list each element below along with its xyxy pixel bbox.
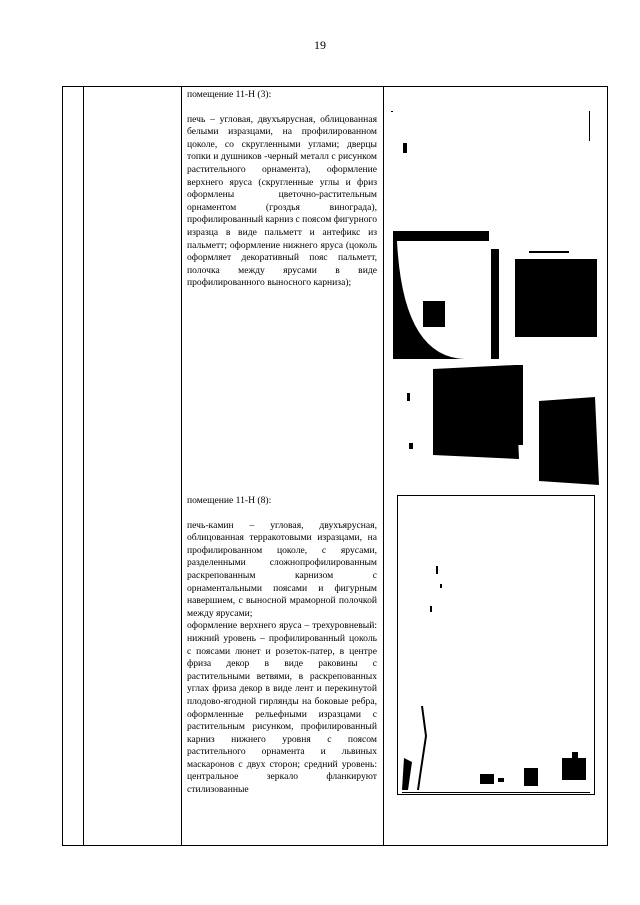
- entry-text-room-8: [187, 495, 377, 797]
- description-paragraph: печь-камин – угловая, двухъярусная, облицованная терракотовыми изразцами, на профилированном цоколе, с ярусами, разделенными сложнопрофилированным раскрепованным карнизом с орнаментальными поясами и фигурным навершием, с выносной мраморной полочкой между ярусами;: [187, 519, 377, 619]
- room-heading: помещение 11-Н (8):: [187, 495, 272, 506]
- stove-photo-room-3-a: [389, 91, 603, 359]
- room-heading: помещение 11-Н (3):: [187, 89, 272, 100]
- stove-photo-room-3-b: [403, 363, 603, 489]
- page-number: 19: [314, 38, 326, 52]
- description-paragraph: печь – угловая, двухъярусная, облицованная белыми изразцами, на профилированном цоколе, со скругленными углами; дверцы топки и душников -черный металл с рисунком растительного орнамента), оформление верхнего яруса (скругленные углы и фриз оформлены цветочно-растительным орнаментом (гроздья винограда), профилированный карниз с поясом фигурного изразца в виде пальметт и антефикс из пальметт; оформление нижнего яруса (цоколь оформляет декоративный пояс пальметт, полочка между ярусами в виде профилированного выносного карниза);: [187, 113, 377, 289]
- description-paragraph: оформление верхнего яруса – трехуровневый: нижний уровень – профилированный цоколь с поясами люнет и розеток-патер, в центре фриза декор в виде раковины с растительными ветвями, в раскрепованных углах фриза декор в виде лент и перекинутой плодово-ягодной гирлянды на боковые ребра, оформленные рельефными изразцами с растительным рисунком, профилированный карниз нижнего уровня с поясом растительного орнамента и львиных маскаронов с двух сторон; средний уровень: центральное зеркало фланкируют стилизованные: [187, 620, 377, 796]
- column-divider-1: [83, 87, 84, 845]
- column-divider-2: [181, 87, 182, 845]
- entry-text-room-3: [187, 89, 377, 290]
- column-divider-3: [383, 87, 384, 845]
- table-frame: [62, 86, 608, 846]
- fireplace-photo-room-8: [397, 495, 595, 795]
